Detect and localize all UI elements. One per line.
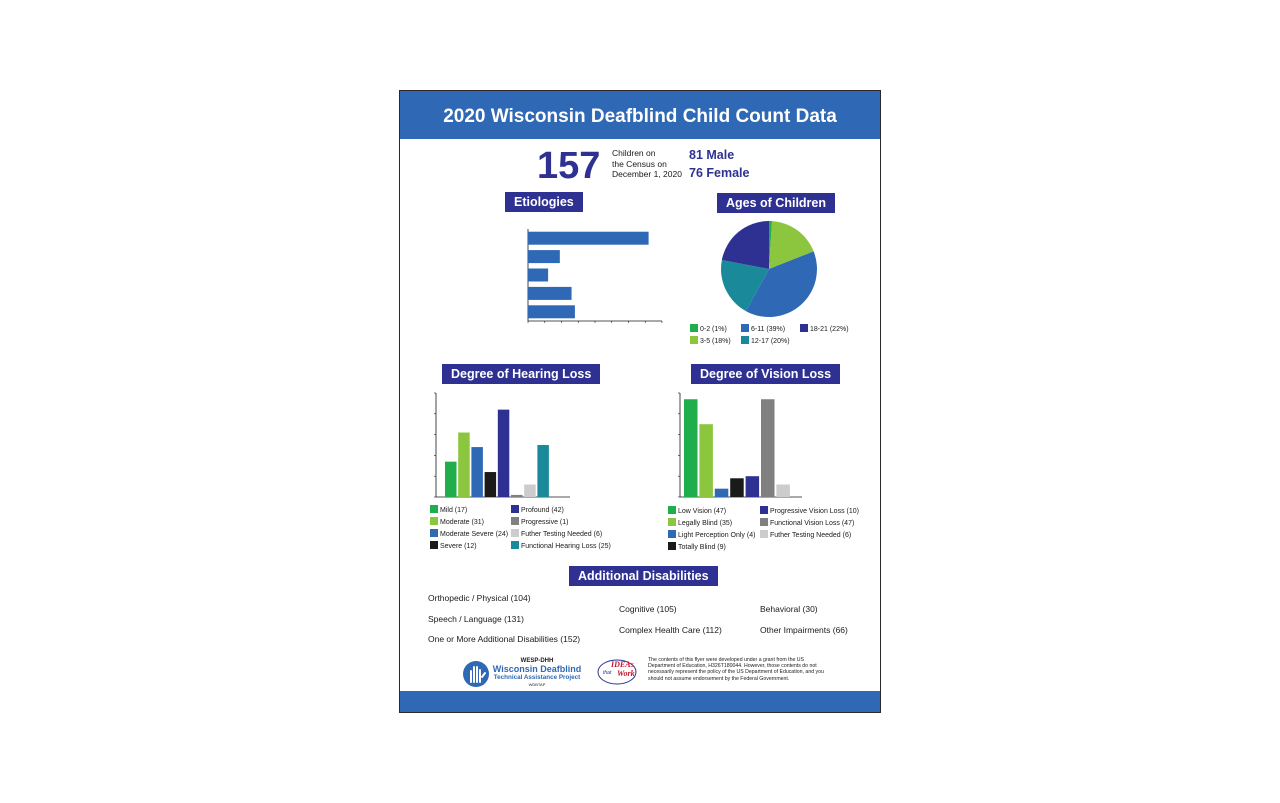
legend-swatch — [741, 336, 749, 344]
column-bar — [485, 472, 497, 497]
vision-title: Degree of Vision Loss — [691, 364, 840, 384]
legend-label: Futher Testing Needed (6) — [521, 531, 603, 538]
hearing-chart — [418, 387, 578, 503]
legend-label: Progressive Vision Loss (10) — [770, 508, 859, 515]
legend-swatch — [668, 542, 676, 550]
legend-label: Low Vision (47) — [678, 508, 727, 515]
etiology-bar — [528, 269, 548, 282]
disability-item: Speech / Language (131) — [428, 614, 524, 624]
wesp-sub: Technical Assistance Project — [493, 674, 581, 681]
legend-swatch — [760, 506, 768, 514]
ideas-work: Work — [617, 669, 635, 678]
legend-item — [511, 529, 602, 539]
legend-swatch — [430, 505, 438, 513]
disability-item: One or More Additional Disabilities (152) — [428, 634, 581, 644]
additional-title: Additional Disabilities — [569, 566, 718, 586]
legend-item — [511, 505, 564, 515]
column-bar — [715, 489, 729, 497]
etiologies-chart — [400, 223, 680, 335]
hand-icon — [462, 660, 490, 688]
etiology-bar — [528, 305, 575, 318]
wesp-logo — [462, 658, 592, 688]
ideas-logo — [597, 657, 643, 685]
legend-swatch — [690, 336, 698, 344]
column-bar — [511, 495, 523, 497]
legend-item — [760, 506, 859, 516]
legend-label: Mild (17) — [440, 507, 468, 514]
legend-label: 12-17 (20%) — [751, 338, 790, 345]
column-bar — [730, 478, 744, 497]
etiology-bar — [528, 250, 560, 263]
legend-swatch — [511, 529, 519, 537]
female-count: 76 Female — [689, 166, 750, 180]
wesp-top: WESP-DHH — [520, 658, 554, 664]
column-bar — [445, 462, 457, 497]
legend-label: Moderate (31) — [440, 519, 484, 526]
legend-label: Severe (12) — [440, 543, 477, 550]
column-bar — [498, 410, 510, 497]
vision-chart — [660, 387, 810, 503]
hearing-title: Degree of Hearing Loss — [442, 364, 600, 384]
legend-swatch — [800, 324, 808, 332]
legend-swatch — [760, 530, 768, 538]
legend-item — [668, 542, 726, 552]
legend-swatch — [511, 541, 519, 549]
legend-swatch — [511, 505, 519, 513]
disability-item: Cognitive (105) — [619, 604, 677, 614]
legend-label: 3-5 (18%) — [700, 338, 731, 345]
legend-label: 6-11 (39%) — [751, 326, 786, 333]
legend-swatch — [511, 517, 519, 525]
legend-item — [668, 530, 755, 540]
census-line: Children on — [612, 148, 656, 158]
legend-swatch — [430, 541, 438, 549]
disability-item: Behavioral (30) — [760, 604, 818, 614]
legend-swatch — [668, 530, 676, 538]
etiologies-title: Etiologies — [505, 192, 583, 212]
legend-item — [760, 530, 851, 540]
legend-item — [690, 336, 731, 346]
ages-title: Ages of Children — [717, 193, 835, 213]
column-bar — [699, 424, 713, 497]
legend-swatch — [690, 324, 698, 332]
ideas-that: that — [603, 670, 612, 676]
disability-item: Complex Health Care (112) — [619, 625, 722, 635]
legend-item — [430, 529, 508, 539]
footer-band — [400, 691, 880, 712]
column-bar — [471, 447, 483, 497]
disclaimer: The contents of this flyer were developed under a grant from the US Department of Education, H326T180044. However, those contents do not necessarily represent the policy of the US Department of Education, and you should not assume endorsement by the Federal Government. — [648, 657, 824, 682]
legend-item — [430, 541, 477, 551]
legend-swatch — [668, 506, 676, 514]
legend-item — [668, 506, 726, 516]
total-count: 157 — [537, 145, 601, 187]
legend-item — [511, 517, 568, 527]
legend-label: Moderate Severe (24) — [440, 531, 509, 538]
legend-item — [511, 541, 611, 551]
legend-label: Futher Testing Needed (6) — [770, 532, 852, 539]
legend-item — [430, 517, 484, 527]
column-bar — [746, 476, 760, 497]
column-bar — [458, 433, 470, 497]
legend-item — [690, 324, 727, 334]
legend-label: 18-21 (22%) — [810, 326, 849, 333]
legend-label: Functional Hearing Loss (25) — [521, 543, 611, 550]
legend-label: Profound (42) — [521, 507, 564, 514]
flyer — [399, 90, 881, 713]
legend-label: Functional Vision Loss (47) — [770, 520, 855, 527]
census-text — [612, 148, 682, 180]
census-line: the Census on — [612, 158, 667, 169]
ideas-text: IDEAs — [611, 660, 634, 669]
legend-swatch — [760, 518, 768, 526]
legend-item — [741, 336, 790, 346]
legend-swatch — [668, 518, 676, 526]
wesp-abbr: WDBTAP — [528, 682, 546, 687]
legend-item — [800, 324, 849, 334]
legend-label: Totally Blind (9) — [678, 544, 726, 551]
column-bar — [684, 399, 698, 497]
legend-swatch — [430, 529, 438, 537]
male-count: 81 Male — [689, 148, 735, 162]
legend-item — [741, 324, 785, 334]
wesp-name: Wisconsin Deafblind — [492, 664, 582, 674]
column-bar — [537, 445, 549, 497]
legend-item — [668, 518, 732, 528]
ages-pie-chart — [716, 216, 822, 322]
column-bar — [761, 399, 775, 497]
column-bar — [524, 485, 536, 497]
legend-swatch — [741, 324, 749, 332]
legend-label: Light Perception Only (4) — [678, 532, 756, 539]
column-bar — [776, 485, 790, 497]
legend-item — [430, 505, 467, 515]
etiology-bar — [528, 287, 572, 300]
etiology-bar — [528, 232, 649, 245]
disability-item: Other Impairments (66) — [760, 625, 848, 635]
legend-label: Legally Blind (35) — [678, 520, 733, 527]
page-title: 2020 Wisconsin Deafblind Child Count Data — [443, 106, 837, 127]
legend-label: 0-2 (1%) — [700, 326, 727, 333]
legend-item — [760, 518, 854, 528]
legend-swatch — [430, 517, 438, 525]
disability-item: Orthopedic / Physical (104) — [428, 593, 531, 603]
census-line: December 1, 2020 — [612, 169, 682, 179]
legend-label: Progressive (1) — [521, 519, 569, 526]
